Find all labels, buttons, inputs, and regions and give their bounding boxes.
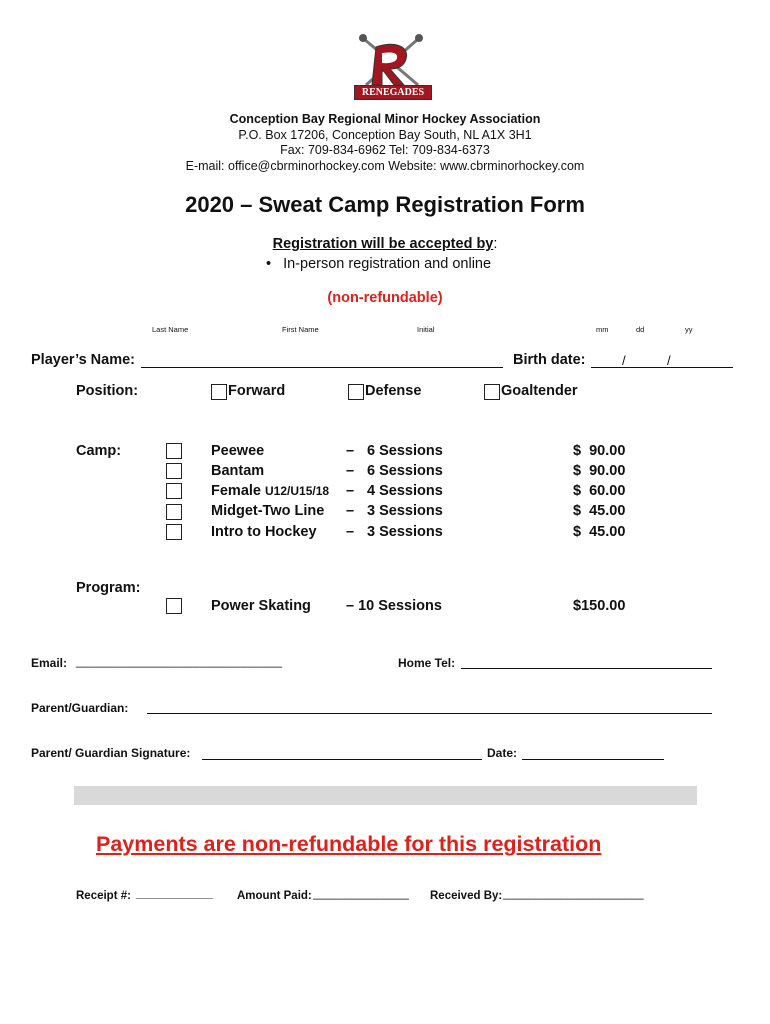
camp-dash: – (346, 463, 355, 479)
birth-date-field[interactable] (591, 367, 733, 368)
female-checkbox[interactable] (166, 483, 182, 499)
camp-name: Midget-Two Line (211, 503, 325, 519)
camp-label: Camp: (76, 443, 122, 459)
registration-bullet-text: In-person registration and online (283, 256, 492, 272)
signature-field[interactable] (202, 759, 482, 760)
camp-name-female (211, 483, 329, 499)
hint-mm: mm (596, 325, 609, 334)
player-name-field[interactable] (141, 367, 503, 368)
registration-heading: Registration will be accepted by (272, 236, 494, 252)
logo-text: RENEGADES (354, 85, 432, 100)
signature-label: Parent/ Guardian Signature: (31, 746, 191, 760)
amount-paid-label: Amount Paid: (237, 890, 312, 902)
forward-label: Forward (228, 383, 286, 399)
camp-price: $ 90.00 (573, 463, 626, 479)
email-field[interactable]: ______________________________ (76, 654, 283, 668)
amount-paid-field[interactable]: _______________ (313, 888, 409, 900)
program-price: $150.00 (573, 598, 626, 614)
camp-name: Bantam (211, 463, 265, 479)
bantam-checkbox[interactable] (166, 463, 182, 479)
date-field[interactable] (522, 759, 664, 760)
peewee-checkbox[interactable] (166, 443, 182, 459)
birth-date-label: Birth date: (513, 352, 586, 368)
camp-name: Female (211, 483, 261, 499)
program-sessions: – 10 Sessions (346, 598, 442, 614)
org-phones: Fax: 709-834-6962 Tel: 709-834-6373 (280, 143, 490, 157)
logo (352, 33, 432, 103)
camp-dash: – (346, 503, 355, 519)
camp-sessions: 6 Sessions (367, 463, 443, 479)
forward-checkbox[interactable] (211, 384, 227, 400)
receipt-field[interactable]: ____________ (136, 888, 213, 900)
goaltender-checkbox[interactable] (484, 384, 500, 400)
camp-sessions: 6 Sessions (367, 443, 443, 459)
hint-dd: dd (636, 325, 645, 334)
registration-heading-row (0, 236, 770, 252)
home-tel-label: Home Tel: (398, 656, 456, 670)
camp-dash: – (346, 524, 355, 540)
defense-label: Defense (365, 383, 422, 399)
camp-price: $ 45.00 (573, 524, 626, 540)
defense-checkbox[interactable] (348, 384, 364, 400)
shaded-divider (74, 786, 697, 805)
power-skating-checkbox[interactable] (166, 598, 182, 614)
camp-sessions: 4 Sessions (367, 483, 443, 499)
hint-initial: Initial (417, 325, 435, 334)
camp-dash: – (346, 483, 355, 499)
camp-price: $ 45.00 (573, 503, 626, 519)
registration-bullet-row (266, 256, 491, 272)
org-address: P.O. Box 17206, Conception Bay South, NL A1X 3H1 (238, 127, 532, 142)
hint-last-name: Last Name (152, 325, 189, 334)
goaltender-label: Goaltender (501, 383, 578, 399)
org-email-web: E-mail: office@cbrminorhockey.com Website: www.cbrminorhockey.com (185, 158, 585, 173)
registration-colon: : (493, 236, 498, 252)
home-tel-field[interactable] (461, 668, 712, 669)
camp-age-groups: U12/U15/18 (265, 484, 330, 498)
camp-price: $ 90.00 (573, 443, 626, 459)
midget-checkbox[interactable] (166, 504, 182, 520)
org-header (0, 112, 770, 174)
parent-guardian-field[interactable] (147, 713, 712, 714)
birth-date-slash-2: / (667, 353, 671, 368)
program-name: Power Skating (211, 598, 311, 614)
position-label: Position: (76, 383, 139, 399)
received-by-field[interactable]: ______________________ (503, 888, 644, 900)
parent-guardian-label: Parent/Guardian: (31, 701, 129, 715)
org-name: Conception Bay Regional Minor Hockey Association (229, 112, 541, 126)
program-label: Program: (76, 580, 141, 596)
camp-name: Intro to Hockey (211, 524, 317, 540)
birth-date-slash-1: / (622, 353, 626, 368)
payments-notice: Payments are non-refundable for this registration (96, 832, 602, 856)
bullet-icon: • (266, 256, 272, 272)
hint-first-name: First Name (282, 325, 319, 334)
camp-sessions: 3 Sessions (367, 503, 443, 519)
camp-sessions: 3 Sessions (367, 524, 443, 540)
hint-yy: yy (685, 325, 693, 334)
camp-dash: – (346, 443, 355, 459)
player-name-label: Player’s Name: (31, 352, 135, 368)
date-label: Date: (487, 746, 518, 760)
received-by-label: Received By: (430, 890, 503, 902)
receipt-label: Receipt #: (76, 890, 131, 902)
email-label: Email: (31, 656, 68, 670)
intro-checkbox[interactable] (166, 524, 182, 540)
page-title: 2020 – Sweat Camp Registration Form (185, 192, 585, 217)
camp-name: Peewee (211, 443, 265, 459)
camp-price: $ 60.00 (573, 483, 626, 499)
non-refundable-note: (non-refundable) (327, 290, 443, 306)
